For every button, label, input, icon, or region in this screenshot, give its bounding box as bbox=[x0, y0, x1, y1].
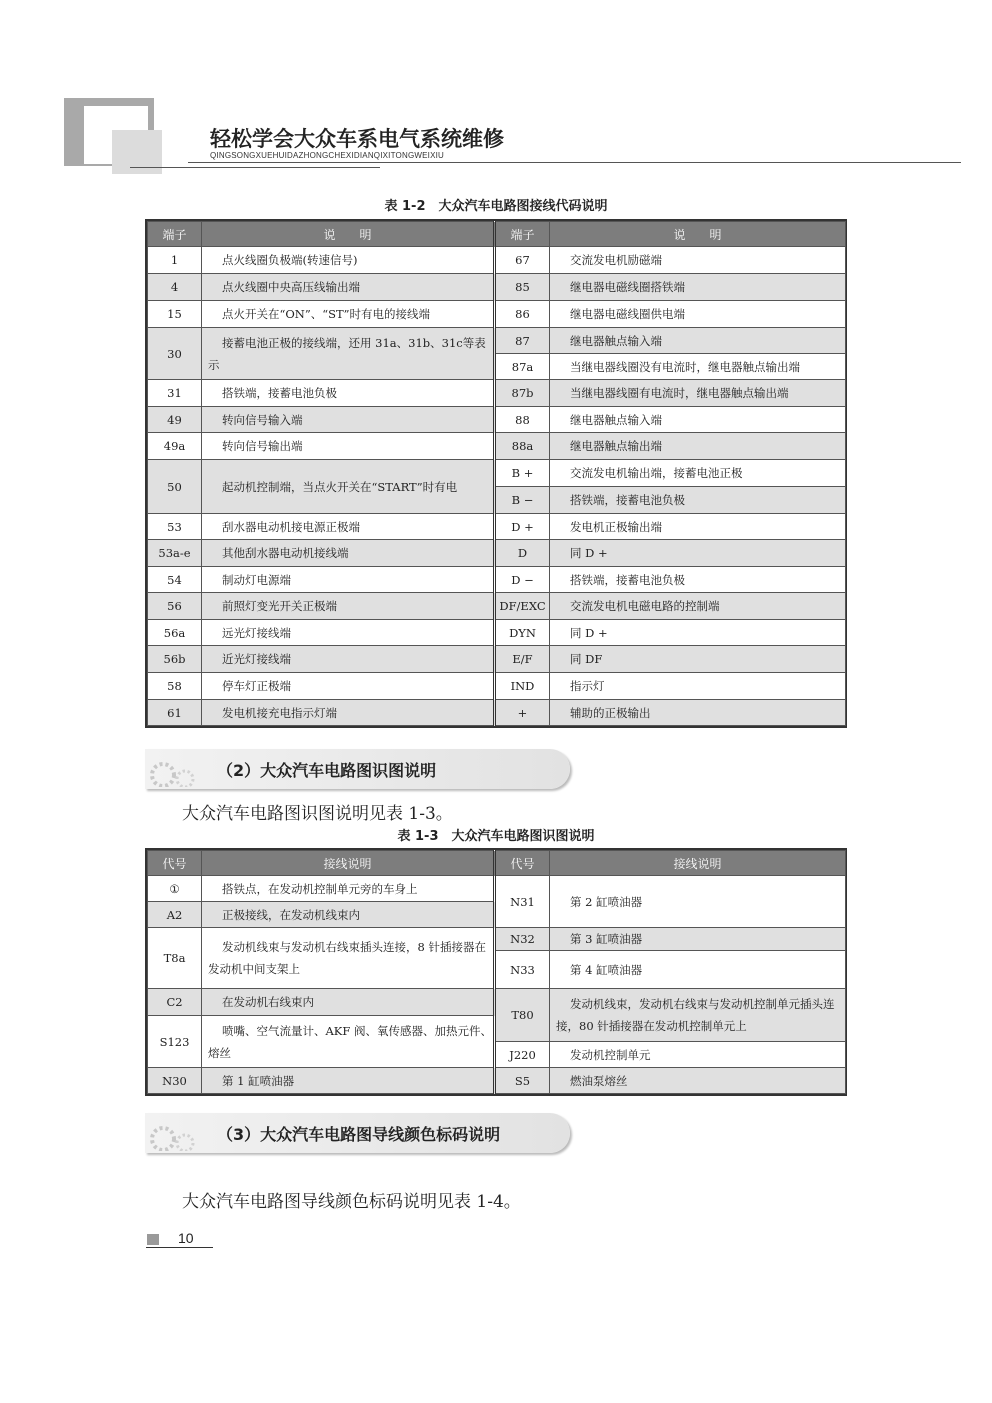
table2-cell-desc: 接蓄电池正极的接线端，还用 31a、31b、31c等表示 bbox=[202, 328, 495, 380]
table3-header-desc-2: 接线说明 bbox=[550, 851, 846, 876]
table2-cell-terminal: 56 bbox=[148, 593, 202, 620]
table2-cell-terminal: 87a bbox=[495, 354, 550, 380]
table3-cell-code: S5 bbox=[495, 1068, 550, 1094]
section-heading-3 bbox=[145, 1113, 570, 1153]
table3-cell-code: N33 bbox=[495, 951, 550, 989]
table2-cell-desc: 交流发电机输出端，接蓄电池正极 bbox=[550, 460, 846, 487]
table2-cell-desc: 继电器触点输入端 bbox=[550, 328, 846, 354]
table3-cell-code: J220 bbox=[495, 1042, 550, 1068]
table2-cell-desc: 交流发电机电磁电路的控制端 bbox=[550, 593, 846, 620]
table2-cell-terminal: 54 bbox=[148, 567, 202, 593]
table2-cell-desc: 起动机控制端，当点火开关在“START”时有电 bbox=[202, 460, 495, 514]
table3-cell-desc: 正极接线，在发动机线束内 bbox=[202, 902, 495, 928]
table3-cell-desc: 燃油泵熔丝 bbox=[550, 1068, 846, 1094]
table2-cell-desc: 继电器触点输出端 bbox=[550, 433, 846, 460]
table3-cell-code: N31 bbox=[495, 876, 550, 928]
paragraph-table4-ref: 大众汽车电路图导线颜色标码说明见表 1-4。 bbox=[182, 1192, 521, 1212]
table2-cell-terminal: B − bbox=[495, 487, 550, 514]
table2-cell-desc: 近光灯接线端 bbox=[202, 646, 495, 673]
table2-cell-terminal: 56b bbox=[148, 646, 202, 673]
table3-cell-code: T8a bbox=[148, 928, 202, 989]
table2-cell-desc: 点火开关在“ON”、“ST”时有电的接线端 bbox=[202, 301, 495, 328]
table3-cell-desc: 发动机线束，发动机右线束与发动机控制单元插头连接，80 针插接器在发动机控制单元上 bbox=[550, 989, 846, 1042]
page-number-marker bbox=[147, 1234, 159, 1245]
table2-cell-terminal: 58 bbox=[148, 673, 202, 700]
table2-cell-terminal: 61 bbox=[148, 700, 202, 726]
table3-cell-desc: 搭铁点，在发动机控制单元旁的车身上 bbox=[202, 876, 495, 902]
table2-cell-terminal: IND bbox=[495, 673, 550, 700]
table2-cell-desc: 交流发电机励磁端 bbox=[550, 247, 846, 274]
table3-cell-desc: 第 4 缸喷油器 bbox=[550, 951, 846, 989]
table3-cell-desc: 第 3 缸喷油器 bbox=[550, 928, 846, 951]
table3-cell-desc: 发动机控制单元 bbox=[550, 1042, 846, 1068]
table2-cell-terminal: 56a bbox=[148, 620, 202, 646]
gear-icon bbox=[145, 1115, 205, 1151]
table2-cell-terminal: 53a-e bbox=[148, 540, 202, 567]
table2 bbox=[145, 219, 847, 728]
table3-cell-code: N30 bbox=[148, 1068, 202, 1094]
table2-cell-terminal: 85 bbox=[495, 274, 550, 301]
section-heading-3-text: （3）大众汽车电路图导线颜色标码说明 bbox=[217, 1125, 501, 1144]
table2-cell-desc: 其他刮水器电动机接线端 bbox=[202, 540, 495, 567]
table2-cell-terminal: E/F bbox=[495, 646, 550, 673]
table3-cell-code: C2 bbox=[148, 989, 202, 1016]
book-title: 轻松学会大众车系电气系统维修 bbox=[210, 127, 504, 151]
table2-cell-desc: 点火线圈负极端(转速信号) bbox=[202, 247, 495, 274]
table2-cell-desc: 同 D + bbox=[550, 540, 846, 567]
table2-cell-desc: 发电机正极输出端 bbox=[550, 514, 846, 540]
table2-cell-terminal: DF/EXC bbox=[495, 593, 550, 620]
table3-cell-desc: 发动机线束与发动机右线束插头连接，8 针插接器在发动机中间支架上 bbox=[202, 928, 495, 989]
table2-cell-terminal: B + bbox=[495, 460, 550, 487]
table2-cell-terminal: 30 bbox=[148, 328, 202, 380]
header-rule bbox=[188, 162, 961, 163]
table3-cell-desc: 第 2 缸喷油器 bbox=[550, 876, 846, 928]
table2-cell-desc: 当继电器线圈有电流时，继电器触点输出端 bbox=[550, 380, 846, 407]
table2-cell-terminal: 49 bbox=[148, 407, 202, 433]
book-title-pinyin: QINGSONGXUEHUIDAZHONGCHEXIDIANQIXITONGWEIXIU bbox=[210, 151, 445, 160]
table2-header-terminal: 端子 bbox=[148, 222, 202, 247]
table2-cell-desc: 刮水器电动机接电源正极端 bbox=[202, 514, 495, 540]
table2-cell-desc: 同 DF bbox=[550, 646, 846, 673]
table2-cell-terminal: 86 bbox=[495, 301, 550, 328]
header-rule-short bbox=[130, 167, 380, 168]
table3-cell-desc: 第 1 缸喷油器 bbox=[202, 1068, 495, 1094]
table2-cell-desc: 制动灯电源端 bbox=[202, 567, 495, 593]
table2-cell-terminal: 15 bbox=[148, 301, 202, 328]
table3-header-desc: 接线说明 bbox=[202, 851, 495, 876]
table2-cell-terminal: D bbox=[495, 540, 550, 567]
table3-header-code-2: 代号 bbox=[495, 851, 550, 876]
table3-cell-code: A2 bbox=[148, 902, 202, 928]
table2-cell-terminal: 1 bbox=[148, 247, 202, 274]
table3-cell-code: S123 bbox=[148, 1016, 202, 1068]
table2-cell-desc: 当继电器线圈没有电流时，继电器触点输出端 bbox=[550, 354, 846, 380]
table2-cell-terminal: D − bbox=[495, 567, 550, 593]
table2-cell-terminal: 53 bbox=[148, 514, 202, 540]
table2-cell-terminal: 67 bbox=[495, 247, 550, 274]
table2-cell-terminal: 50 bbox=[148, 460, 202, 514]
table2-header-terminal-2: 端子 bbox=[495, 222, 550, 247]
paragraph-table3-ref: 大众汽车电路图识图说明见表 1-3。 bbox=[182, 804, 453, 824]
table2-cell-desc: 转向信号输入端 bbox=[202, 407, 495, 433]
table3-cell-desc: 喷嘴、空气流量计、AKF 阀、氧传感器、加热元件、熔丝 bbox=[202, 1016, 495, 1068]
table2-cell-desc: 搭铁端，接蓄电池负极 bbox=[202, 380, 495, 407]
table2-cell-desc: 搭铁端，接蓄电池负极 bbox=[550, 567, 846, 593]
table2-cell-desc: 点火线圈中央高压线输出端 bbox=[202, 274, 495, 301]
table2-cell-desc: 同 D + bbox=[550, 620, 846, 646]
table2-cell-terminal: DYN bbox=[495, 620, 550, 646]
table3 bbox=[145, 848, 847, 1096]
table2-cell-desc: 远光灯接线端 bbox=[202, 620, 495, 646]
table2-cell-desc: 指示灯 bbox=[550, 673, 846, 700]
table2-header-desc: 说 明 bbox=[202, 222, 495, 247]
table2-cell-desc: 继电器电磁线圈搭铁端 bbox=[550, 274, 846, 301]
page-number-rule bbox=[146, 1247, 213, 1248]
table2-cell-desc: 辅助的正极输出 bbox=[550, 700, 846, 726]
table2-header-desc-2: 说 明 bbox=[550, 222, 846, 247]
table2-cell-terminal: 88 bbox=[495, 407, 550, 433]
table2-cell-terminal: D + bbox=[495, 514, 550, 540]
table2-cell-terminal: 87 bbox=[495, 328, 550, 354]
table2-cell-desc: 继电器触点输入端 bbox=[550, 407, 846, 433]
table2-cell-desc: 转向信号输出端 bbox=[202, 433, 495, 460]
table3-cell-desc: 在发动机右线束内 bbox=[202, 989, 495, 1016]
gear-icon bbox=[145, 751, 205, 787]
table2-cell-terminal: 4 bbox=[148, 274, 202, 301]
section-heading-2 bbox=[145, 749, 570, 789]
page-number: 10 bbox=[178, 1230, 194, 1246]
table2-cell-terminal: 49a bbox=[148, 433, 202, 460]
table2-cell-terminal: 88a bbox=[495, 433, 550, 460]
table2-cell-desc: 停车灯正极端 bbox=[202, 673, 495, 700]
table2-cell-desc: 继电器电磁线圈供电端 bbox=[550, 301, 846, 328]
table2-cell-desc: 搭铁端，接蓄电池负极 bbox=[550, 487, 846, 514]
table2-cell-desc: 前照灯变光开关正极端 bbox=[202, 593, 495, 620]
table3-header-code: 代号 bbox=[148, 851, 202, 876]
table2-cell-terminal: + bbox=[495, 700, 550, 726]
table2-cell-terminal: 87b bbox=[495, 380, 550, 407]
table3-cell-code: ① bbox=[148, 876, 202, 902]
section-heading-2-text: （2）大众汽车电路图识图说明 bbox=[217, 761, 437, 780]
table2-cell-desc: 发电机接充电指示灯端 bbox=[202, 700, 495, 726]
table2-caption: 表 1-2 大众汽车电路图接线代码说明 bbox=[384, 199, 608, 214]
table3-cell-code: N32 bbox=[495, 928, 550, 951]
table2-cell-terminal: 31 bbox=[148, 380, 202, 407]
table3-caption: 表 1-3 大众汽车电路图识图说明 bbox=[397, 829, 595, 844]
table3-cell-code: T80 bbox=[495, 989, 550, 1042]
